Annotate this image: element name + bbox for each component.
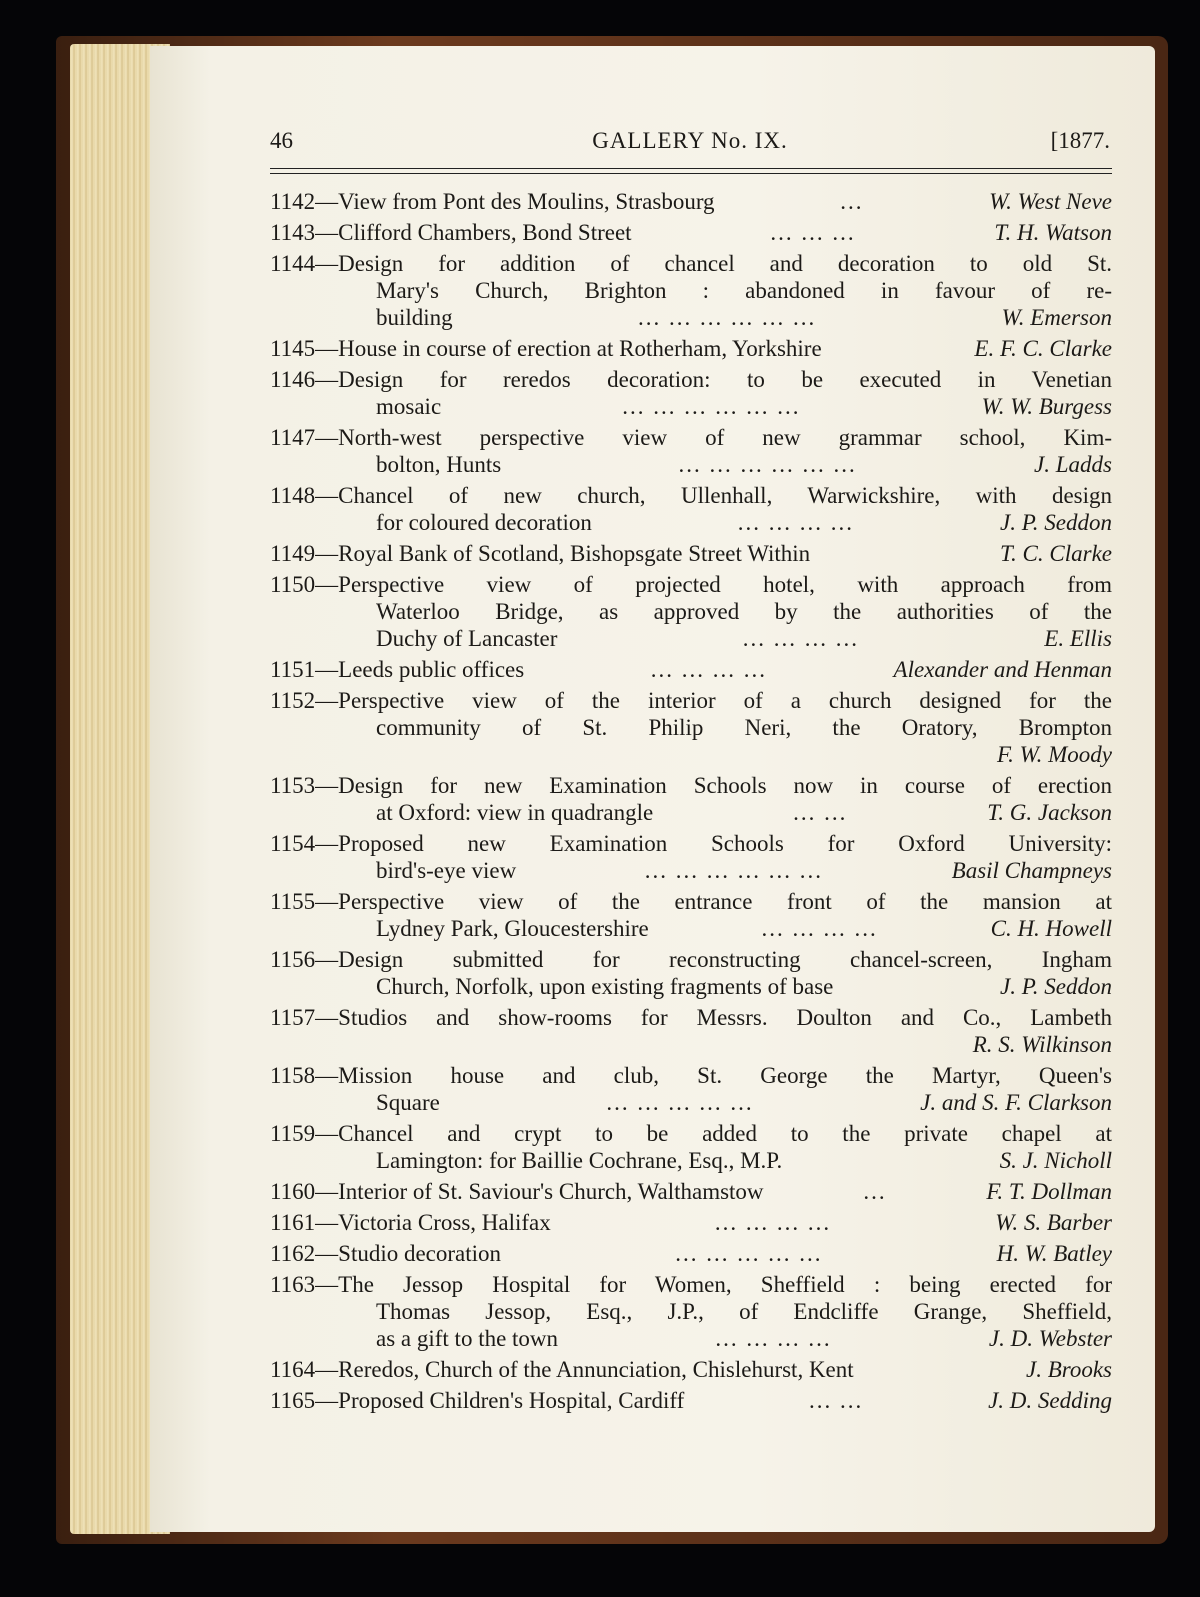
catalogue-entry [270,424,1112,478]
catalogue-entry [270,188,1112,215]
entry-text: Thomas Jessop, Esq., J.P., of Endcliffe Grange, Sheffield, [376,1299,1112,1324]
header-rule [270,168,1112,169]
entry-text: 1160—Interior of St. Saviour's Church, Walthamstow [270,1179,764,1204]
page-number: 46 [270,128,293,153]
entry-text: community of St. Philip Neri, the Oratory, Brompton [376,715,1112,740]
entry-text: 1164—Reredos, Church of the Annunciation, Chislehurst, Kent [270,1357,854,1382]
entry-text: for coloured decoration [376,510,592,535]
leader-dots: ... ... ... ... ... [675,1241,823,1266]
artist-name: J. Ladds [1034,452,1112,477]
artist-name: Basil Champneys [951,858,1112,883]
entry-line [270,366,1112,393]
entry-line [270,1387,1112,1414]
entry-text: at Oxford: view in quadrangle [376,800,654,825]
leader-dots: ... ... ... ... [737,510,855,535]
artist-name: T. G. Jackson [987,800,1112,825]
catalogue-entry [270,540,1112,567]
artist-name: Alexander and Henman [893,657,1112,682]
entry-line [270,888,1112,915]
entry-line [270,946,1112,973]
leader-dots: ... ... ... ... [715,1326,832,1351]
catalogue-entry [270,772,1112,826]
leader-dots: ... ... ... ... ... ... [638,305,817,330]
artist-name: R. S. Wilkinson [972,1032,1112,1057]
catalogue-entry [270,1178,1112,1205]
catalogue-entry [270,1120,1112,1174]
artist-name: T. C. Clarke [999,541,1112,566]
header-rule [270,173,1112,174]
catalogue-entry [270,1004,1112,1058]
leader-dots: ... ... ... ... [742,626,859,651]
entry-line [270,1062,1112,1089]
entry-line [270,1089,1112,1116]
catalogue-entry [270,1356,1112,1383]
artist-name: F. T. Dollman [986,1179,1112,1204]
leader-dots: ... ... ... ... [650,657,767,682]
catalogue-entry [270,1062,1112,1116]
entry-text: Lydney Park, Gloucestershire [376,916,649,941]
entry-line [270,714,1112,741]
artist-name: F. W. Moody [997,742,1112,767]
entry-text: 1158—Mission house and club, St. George the Martyr, Queen's [270,1063,1112,1088]
entry-line [270,830,1112,857]
entry-text: 1159—Chancel and crypt to be added to the private chapel at [270,1121,1112,1146]
entry-text: 1147—North-west perspective view of new grammar school, Kim- [270,425,1112,450]
artist-name: C. H. Howell [990,916,1112,941]
entry-text: 1143—Clifford Chambers, Bond Street [270,220,632,245]
entry-line [270,1120,1112,1147]
entry-text: 1145—House in course of erection at Rotherham, Yorkshire [270,336,822,361]
entry-line [270,1240,1112,1267]
entry-text: as a gift to the town [376,1326,559,1351]
entry-line [270,1178,1112,1205]
entry-text: 1163—The Jessop Hospital for Women, Sheffield : being erected for [270,1272,1112,1297]
entry-line [270,571,1112,598]
entry-text: 1152—Perspective view of the interior of a church designed for the [270,688,1112,713]
entry-text: 1146—Design for reredos decoration: to be executed in Venetian [270,367,1112,392]
entry-line [270,482,1112,509]
entry-line [270,915,1112,942]
entry-line [270,335,1112,362]
leader-dots: ... ... ... ... ... ... [644,858,824,883]
entry-line [270,188,1112,215]
entry-line [270,393,1112,420]
entry-text: 1162—Studio decoration [270,1241,502,1266]
entry-line [270,1356,1112,1383]
entry-text: Duchy of Lancaster [376,626,558,651]
entry-line [270,304,1112,331]
entry-text: 1150—Perspective view of projected hotel, with approach from [270,572,1112,597]
catalogue-entry [270,830,1112,884]
entry-line [270,656,1112,683]
entry-line [270,424,1112,451]
entry-line [270,540,1112,567]
artist-name: J. and S. F. Clarkson [920,1090,1112,1115]
catalogue-entry [270,687,1112,768]
catalogue-entry [270,335,1112,362]
entry-line [270,687,1112,714]
catalogue-entry [270,366,1112,420]
catalogue-entry [270,1209,1112,1236]
catalogue-entry [270,482,1112,536]
artist-name: W. Emerson [1001,305,1112,330]
artist-name: J. P. Seddon [999,974,1112,999]
catalogue-entry [270,1271,1112,1352]
entry-text: bird's-eye view [376,858,517,883]
entry-text: 1151—Leeds public offices [270,657,525,682]
entry-line [270,625,1112,652]
entry-line [270,973,1112,1000]
catalogue-entry [270,571,1112,652]
entry-text: building [376,305,453,330]
artist-name: J. D. Sedding [988,1388,1112,1413]
entry-text: bolton, Hunts [376,452,502,477]
entry-text: Church, Norfolk, upon existing fragments of base [376,974,834,999]
entry-line [270,1147,1112,1174]
entry-line [270,598,1112,625]
artist-name: W. W. Burgess [981,394,1112,419]
entry-text: 1154—Proposed new Examination Schools for Oxford University: [270,831,1112,856]
entry-line [270,857,1112,884]
catalogue-entry [270,1387,1112,1414]
entry-text: 1156—Design submitted for reconstructing chancel-screen, Ingham [270,947,1112,972]
catalogue-entry [270,1240,1112,1267]
artist-name: J. D. Webster [988,1326,1112,1351]
entry-line [270,509,1112,536]
artist-name: E. F. C. Clarke [974,336,1112,361]
entry-text: 1165—Proposed Children's Hospital, Cardiff [270,1388,685,1413]
leader-dots: ... ... ... ... ... ... [678,452,857,477]
book-page [150,46,1155,1532]
entry-text: mosaic [376,394,442,419]
entry-text: 1148—Chancel of new church, Ullenhall, Warwickshire, with design [270,483,1112,508]
running-header [270,128,1110,162]
leader-dots: ... ... [809,1388,864,1413]
artist-name: E. Ellis [1044,626,1112,651]
artist-name: W. S. Barber [995,1210,1112,1235]
entry-line [270,799,1112,826]
catalogue-entry [270,250,1112,331]
entry-text: 1149—Royal Bank of Scotland, Bishopsgate Street Within [270,541,811,566]
catalogue-entry [270,888,1112,942]
leader-dots: ... [840,189,864,214]
artist-name: T. H. Watson [994,220,1112,245]
leader-dots: ... ... ... ... ... [606,1090,754,1115]
entry-text: 1157—Studios and show-rooms for Messrs. Doulton and Co., Lambeth [270,1005,1112,1030]
entry-text: Square [376,1090,440,1115]
leader-dots: ... ... [793,800,848,825]
catalogue-entries [270,184,1112,1414]
catalogue-entry [270,656,1112,683]
entry-line [270,277,1112,304]
entry-line [270,1325,1112,1352]
entry-line [270,1298,1112,1325]
entry-line [270,1004,1112,1031]
year: [1877. [1050,128,1110,153]
entry-line [270,1209,1112,1236]
artist-name: J. P. Seddon [999,510,1112,535]
artist-name: S. J. Nicholl [999,1148,1112,1173]
entry-text: 1142—View from Pont des Moulins, Strasbourg [270,189,715,214]
artist-name: J. Brooks [1025,1357,1112,1382]
artist-name: H. W. Batley [996,1241,1112,1266]
leader-dots: ... ... ... ... [761,916,878,941]
entry-line [270,772,1112,799]
leader-dots: ... ... ... ... ... ... [622,394,801,419]
entry-line [270,451,1112,478]
entry-text: 1161—Victoria Cross, Halifax [270,1210,551,1235]
entry-text: 1144—Design for addition of chancel and decoration to old St. [270,251,1112,276]
entry-text: 1153—Design for new Examination Schools now in course of erection [270,773,1112,798]
leader-dots: ... ... ... [770,220,856,245]
entry-line [270,1271,1112,1298]
leader-dots: ... [863,1179,887,1204]
catalogue-entry [270,219,1112,246]
entry-line [270,219,1112,246]
artist-name: W. West Neve [989,189,1112,214]
leader-dots: ... ... ... ... [714,1210,832,1235]
entry-text: 1155—Perspective view of the entrance front of the mansion at [270,889,1112,914]
entry-text: Waterloo Bridge, as approved by the authorities of the [376,599,1112,624]
gallery-title: GALLERY No. IX. [592,128,788,153]
catalogue-entry [270,946,1112,1000]
entry-line [270,250,1112,277]
entry-text: Lamington: for Baillie Cochrane, Esq., M.P. [376,1148,783,1173]
entry-text: Mary's Church, Brighton : abandoned in favour of re- [376,278,1112,303]
